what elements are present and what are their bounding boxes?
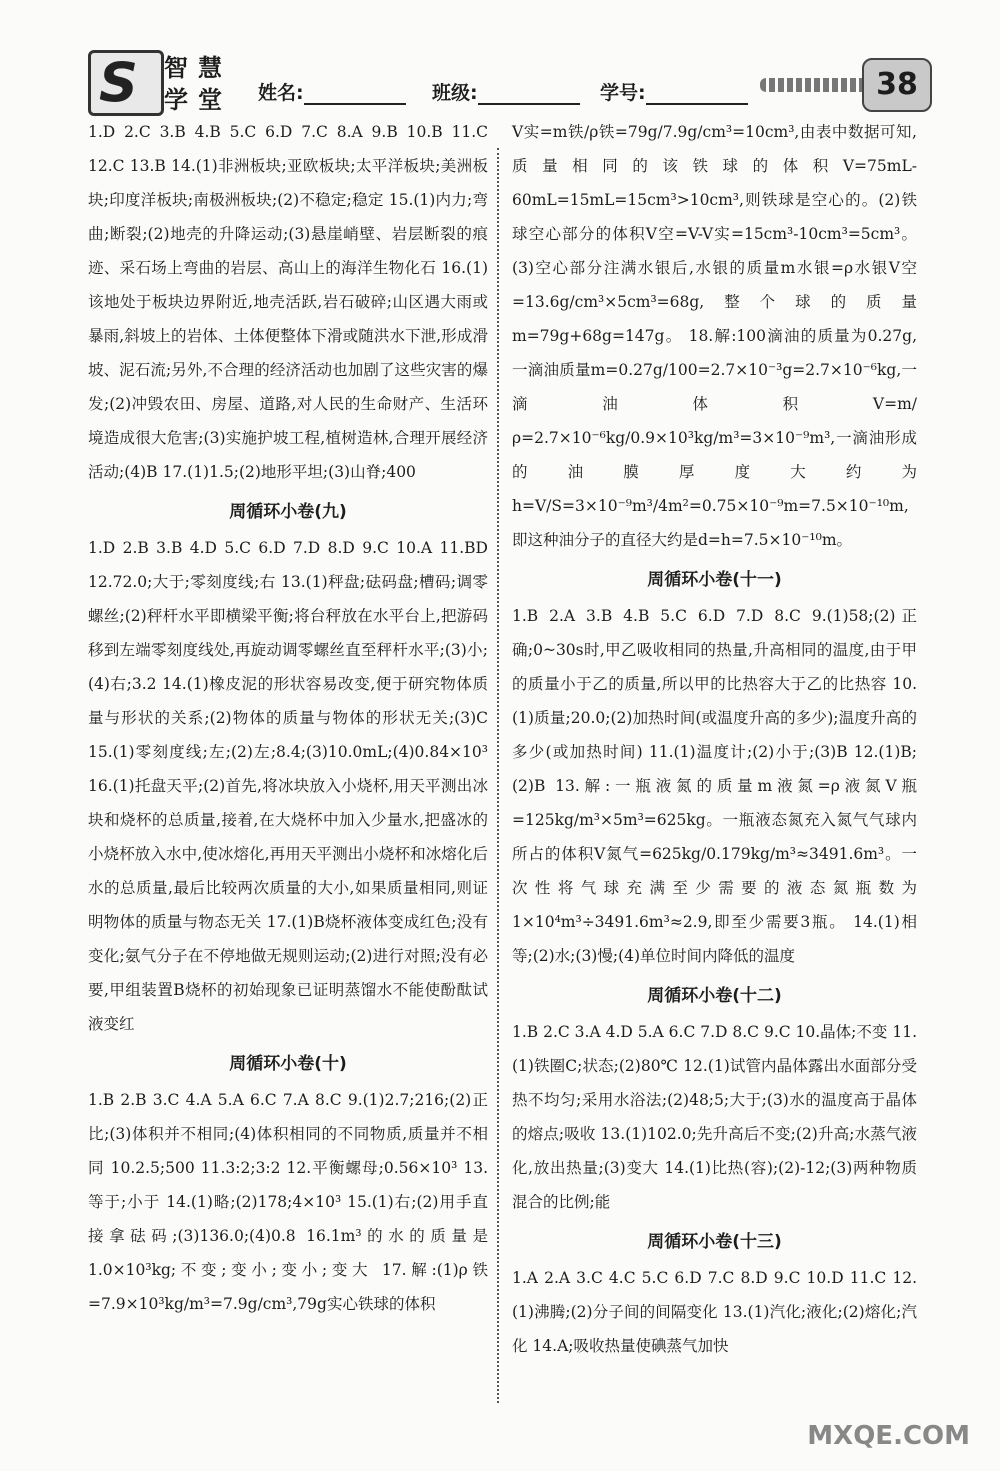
answer-paragraph: 1.D 2.C 3.B 4.B 5.C 6.D 7.C 8.A 9.B 10.B 11.C 12.C 13.B 14.(1)非洲板块;亚欧板块;太平洋板块;美洲板块;印度洋板块;南极洲板块;(2)不稳定;稳定 15.(1)内力;弯曲;断裂;(2)地壳的升降运动;(3)悬崖峭壁、岩层断裂的痕迹、采石场上弯曲的岩层、高山上的海洋生物化石 16.(1)该地处于板块边界附近,地壳活跃,岩石破碎;山区遇大雨或暴雨,斜坡上的岩体、土体便整体下滑或随洪水下泄,形成滑坡、泥石流;另外,不合理的经济活动也加剧了这些灾害的爆发;(2)冲毁农田、房屋、道路,对人民的生命财产、生活环境造成很大危害;(3)实施护坡工程,植树造林,合理开展经济活动;(4)B 17.(1)1.5;(2)地形平坦;(3)山脊;400 xyxy=(88,123,488,481)
answers-block-12 xyxy=(512,1015,917,1219)
section-title: 周循环小卷(九) xyxy=(229,502,347,522)
section-title: 周循环小卷(十一) xyxy=(647,570,782,590)
id-field[interactable] xyxy=(600,78,748,105)
logo-icon xyxy=(88,50,164,116)
chain-decoration-icon xyxy=(760,78,870,92)
section-title: 周循环小卷(十三) xyxy=(647,1232,782,1252)
class-field[interactable] xyxy=(432,78,580,105)
column-divider xyxy=(497,148,499,1403)
answers-block-11 xyxy=(512,599,917,973)
answers-block-continued xyxy=(512,115,917,557)
logo-char: 慧 xyxy=(198,54,222,82)
logo-char: 学 xyxy=(164,86,188,114)
answer-paragraph: V实=m铁/ρ铁=79g/7.9g/cm³=10cm³,由表中数据可知,质量相同的该铁球的体积V=75mL-60mL=15mL=15cm³>10cm³,则铁球是空心的。(2)铁球空心部分的体积V空=V-V实=15cm³-10cm³=5cm³。(3)空心部分注满水银后,水银的质量m水银=ρ水银V空=13.6g/cm³×5cm³=68g,整个球的质量m=79g+68g=147g。 18.解:100滴油的质量为0.27g,一滴油质量m=0.27g/100=2.7×10⁻³g=2.7×10⁻⁶kg,一滴油体积V=m/ρ=2.7×10⁻⁶kg/0.9×10³kg/m³=3×10⁻⁹m³,一滴油形成的油膜厚度大约为h=V/S=3×10⁻⁹m³/4m²=0.75×10⁻⁹m=7.5×10⁻¹⁰m,即这种油分子的直径大约是d=h=7.5×10⁻¹⁰m。 xyxy=(512,123,917,549)
name-label: 姓名: xyxy=(258,82,304,104)
id-label: 学号: xyxy=(600,82,646,104)
answer-paragraph: 1.D 2.B 3.B 4.D 5.C 6.D 7.D 8.D 9.C 10.A 11.BD 12.72.0;大于;零刻度线;右 13.(1)秤盘;砝码盘;槽码;调零螺丝;(2)秤杆水平即横梁平衡;将台秤放在水平台上,把游码移到左端零刻度线处,再旋动调零螺丝直至秤杆水平;(3)小;(4)右;3.2 14.(1)橡皮泥的形状容易改变,便于研究物体质量与形状的关系;(2)物体的质量与物体的形状无关;(3)C 15.(1)零刻度线;左;(2)左;8.4;(3)10.0mL;(4)0.84×10³ 16.(1)托盘天平;(2)首先,将冰块放入小烧杯,用天平测出冰块和烧杯的总质量,接着,在大烧杯中加入少量水,把盛冰的小烧杯放入水中,使冰熔化,再用天平测出小烧杯和冰熔化后水的总质量,最后比较两次质量的大小,如果质量相同,则证明物体的质量与物态无关 17.(1)B烧杯液体变成红色;没有变化;氨气分子在不停地做无规则运动;(2)进行对照;没有必要,甲组装置B烧杯的初始现象已证明蒸馏水不能使酚酞试液变红 xyxy=(88,539,488,1033)
class-label: 班级: xyxy=(432,82,478,104)
logo-char: 堂 xyxy=(198,86,222,114)
answer-paragraph: 1.B 2.B 3.C 4.A 5.A 6.C 7.A 8.C 9.(1)2.7;216;(2)正比;(3)体积并不相同;(4)体积相同的不同物质,质量并不相同 10.2.5;500 11.3:2;3:2 12.平衡螺母;0.56×10³ 13.等于;小于 14.(1)略;(2)178;4×10³ 15.(1)右;(2)用手直接拿砝码;(3)136.0;(4)0.8 16.1m³的水的质量是1.0×10³kg;不变;变小;变小;变大 17.解:(1)ρ铁=7.9×10³kg/m³=7.9g/cm³,79g实心铁球的体积 xyxy=(88,1091,488,1313)
logo-char: 智 xyxy=(164,54,188,82)
answers-block-10 xyxy=(88,1083,488,1321)
right-column xyxy=(512,115,917,1363)
section-title: 周循环小卷(十) xyxy=(229,1054,347,1074)
page-header xyxy=(0,0,1000,118)
answers-block-top xyxy=(88,115,488,489)
name-field[interactable] xyxy=(258,78,406,105)
answer-paragraph: 1.B 2.A 3.B 4.B 5.C 6.D 7.D 8.C 9.(1)58;(2)正确;0~30s时,甲乙吸收相同的热量,升高相同的温度,由于甲的质量小于乙的质量,所以甲的比热容大于乙的比热容 10.(1)质量;20.0;(2)加热时间(或温度升高的多少);温度升高的多少(或加热时间) 11.(1)温度计;(2)小于;(3)B 12.(1)B;(2)B 13.解:一瓶液氮的质量m液氮=ρ液氮V瓶=125kg/m³×5m³=625kg。一瓶液态氮充入氮气气球内所占的体积V氮气=625kg/0.179kg/m³≈3491.6m³。一次性将气球充满至少需要的液态氮瓶数为1×10⁴m³÷3491.6m³≈2.9,即至少需要3瓶。 14.(1)相等;(2)水;(3)慢;(4)单位时间内降低的温度 xyxy=(512,607,917,965)
section-title: 周循环小卷(十二) xyxy=(647,986,782,1006)
watermark: MXQE.COM xyxy=(807,1421,970,1451)
answers-block-13 xyxy=(512,1261,917,1363)
left-column xyxy=(88,115,488,1321)
logo-letter: S xyxy=(99,51,138,114)
answer-paragraph: 1.B 2.C 3.A 4.D 5.A 6.C 7.D 8.C 9.C 10.晶体;不变 11.(1)铁圈C;状态;(2)80℃ 12.(1)试管内晶体露出水面部分受热不均匀;采用水浴法;(2)48;5;大于;(3)水的温度高于晶体的熔点;吸收 13.(1)102.0;先升高后不变;(2)升高;水蒸气液化,放出热量;(3)变大 14.(1)比热(容);(2)-12;(3)两种物质混合的比例;能 xyxy=(512,1023,917,1211)
page-number: 38 xyxy=(862,58,932,112)
answers-block-9 xyxy=(88,531,488,1041)
answer-paragraph: 1.A 2.A 3.C 4.C 5.C 6.D 7.C 8.D 9.C 10.D 11.C 12.(1)沸腾;(2)分子间的间隔变化 13.(1)汽化;液化;(2)熔化;汽化 14.A;吸收热量使碘蒸气加快 xyxy=(512,1269,917,1355)
logo-text xyxy=(162,48,242,114)
